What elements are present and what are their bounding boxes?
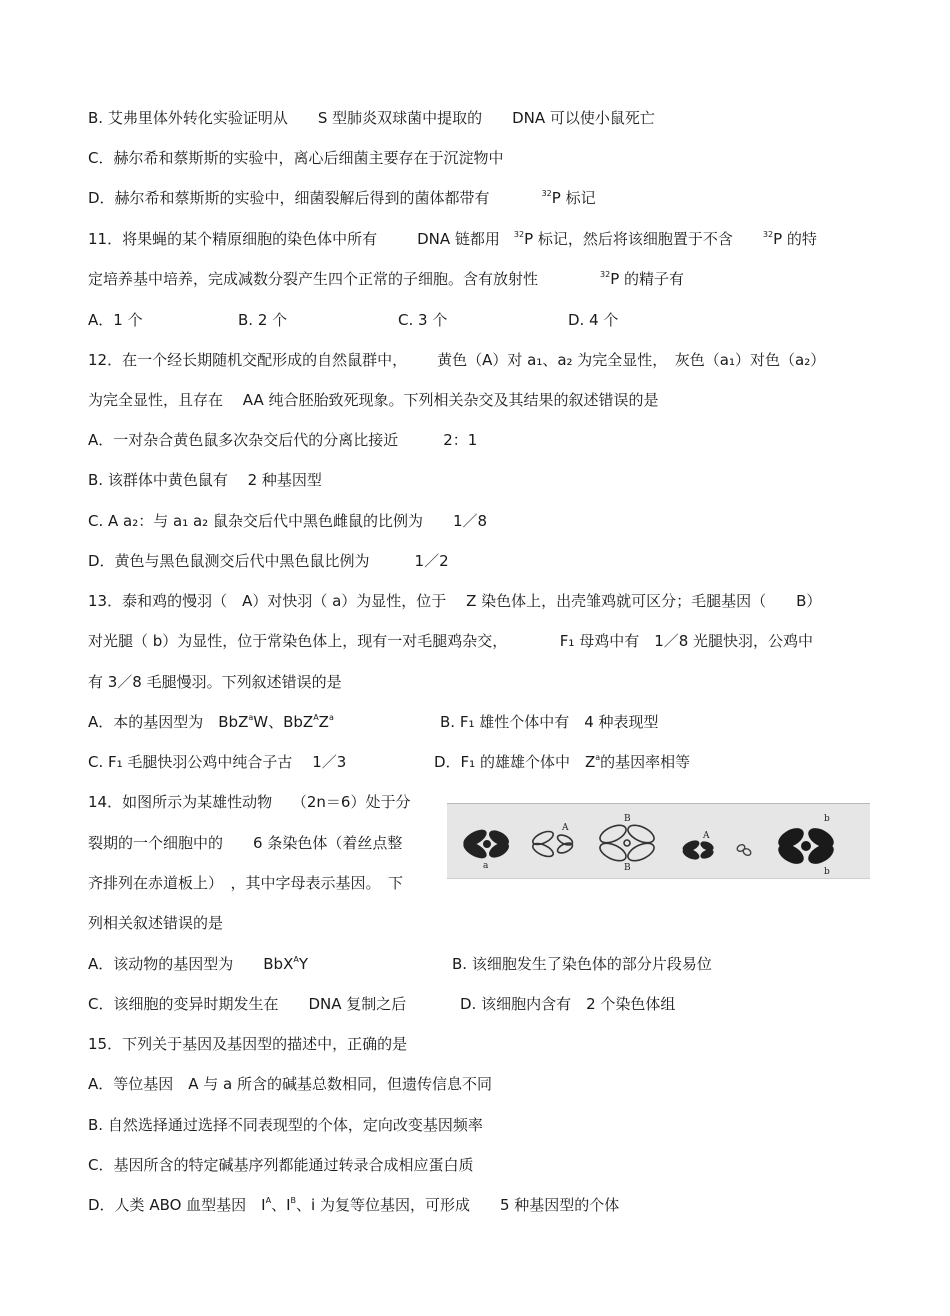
chromosome-3 <box>597 822 656 865</box>
gene-label-B-bottom: B <box>624 863 631 873</box>
question-15-option-b: B. 自然选择通过选择不同表现型的个体，定向改变基因频率 <box>88 1116 483 1134</box>
chromosome-5 <box>736 843 752 856</box>
question-13-option-b: B. F₁ 雄性个体中有 4 种表现型 <box>440 713 659 731</box>
gene-label-B-top: B <box>624 814 631 824</box>
question-12-line2: 为完全显性，且存在 AA 纯合胚胎致死现象。下列相关杂交及其结果的叙述错误的是 <box>88 391 659 409</box>
question-12-option-c: C. A a₂：与 a₁ a₂ 鼠杂交后代中黑色雌鼠的比例为 1／8 <box>88 512 488 530</box>
question-14-line3: 齐排列在赤道板上） ，其中字母表示基因。 下 <box>88 874 404 892</box>
option-d-q10: D．赫尔希和蔡斯斯的实验中，细菌裂解后得到的菌体都带有 $^{32}$P 标记 <box>88 189 596 207</box>
gene-label-b-top: b <box>824 814 830 824</box>
question-15-option-d: D．人类 ABO 血型基因 $I^A$、$I^B$、i 为复等位基因，可形成 5 种基因型的个体 <box>88 1196 620 1214</box>
chromosome-figure <box>447 803 870 879</box>
chromosome-2 <box>531 829 574 859</box>
question-11-option-c: C. 3 个 <box>398 311 448 329</box>
question-14-option-d: D. 该细胞内含有 2 个染色体组 <box>460 995 676 1013</box>
question-14-line1: 14．如图所示为某雄性动物 （2n＝6）处于分 <box>88 793 411 811</box>
chromosome-4 <box>681 838 715 862</box>
question-13-option-d: D．F₁ 的雄雄个体中 $Z^a$的基因率相等 <box>434 753 691 771</box>
question-11-option-b: B. 2 个 <box>238 311 288 329</box>
gene-label-a: a <box>483 861 489 871</box>
question-15-option-a: A．等位基因 A 与 a 所含的碱基总数相同，但遗传信息不同 <box>88 1075 493 1093</box>
question-15-stem: 15．下列关于基因及基因型的描述中，正确的是 <box>88 1035 408 1053</box>
chromosome-drawing <box>447 804 870 878</box>
question-15-option-c: C．基因所含的特定碱基序列都能通过转录合成相应蛋白质 <box>88 1156 474 1174</box>
question-12-option-b: B. 该群体中黄色鼠有 2 种基因型 <box>88 471 322 489</box>
gene-label-A: A <box>562 823 569 833</box>
question-13-line2: 对光腿（ b）为显性，位于常染色体上，现有一对毛腿鸡杂交， F₁ 母鸡中有 1／8 光腿快羽，公鸡中 <box>88 632 814 650</box>
question-12-option-a: A．一对杂合黄色鼠多次杂交后代的分离比接近 2：1 <box>88 431 478 449</box>
option-c-q10: C．赫尔希和蔡斯斯的实验中，离心后细菌主要存在于沉淀物中 <box>88 149 504 167</box>
chromosome-1 <box>461 826 512 861</box>
option-b-q10: B. 艾弗里体外转化实验证明从 S 型肺炎双球菌中提取的 DNA 可以使小鼠死亡 <box>88 109 655 127</box>
question-14-option-a: A．该动物的基因型为 BbX$^A$Y <box>88 955 309 973</box>
question-13-option-a: A．本的基因型为 BbZ$^a$W、$BbZ^AZ^a$ <box>88 713 334 731</box>
question-14-line4: 列相关叙述错误的是 <box>88 914 224 932</box>
question-12-line1: 12．在一个经长期随机交配形成的自然鼠群中， 黄色（A）对 a₁、a₂ 为完全显性， 灰色（a₁）对色（a₂） <box>88 351 826 369</box>
question-11-option-a: A．1 个 <box>88 311 143 329</box>
question-12-option-d: D．黄色与黑色鼠测交后代中黑色鼠比例为 1／2 <box>88 552 449 570</box>
question-13-line3: 有 3／8 毛腿慢羽。下列叙述错误的是 <box>88 673 342 691</box>
gene-label-b-bottom: b <box>824 867 830 877</box>
question-11-option-d: D. 4 个 <box>568 311 619 329</box>
question-14-option-b: B. 该细胞发生了染色体的部分片段易位 <box>452 955 712 973</box>
question-14-option-c: C．该细胞的变异时期发生在 DNA 复制之后 <box>88 995 407 1013</box>
gene-label-A-small: A <box>703 831 710 841</box>
question-14-line2: 裂期的一个细胞中的 6 条染色体（着丝点整 <box>88 834 403 852</box>
question-13-line1: 13．泰和鸡的慢羽（ A）对快羽（ a）为显性，位于 Z 染色体上，出壳雏鸡就可区分；毛腿基因（ B） <box>88 592 822 610</box>
question-13-option-c: C. F₁ 毛腿快羽公鸡中纯合子古 1／3 <box>88 753 347 771</box>
question-11-line2: 定培养基中培养，完成减数分裂产生四个正常的子细胞。含有放射性 $^{32}$P 的精子有 <box>88 270 685 288</box>
chromosome-6 <box>775 824 837 868</box>
question-11-line1: 11．将果蝇的某个精原细胞的染色体中所有 DNA 链都用 $^{32}$P 标记，然后将该细胞置于不含 $^{32}$P 的特 <box>88 230 817 248</box>
